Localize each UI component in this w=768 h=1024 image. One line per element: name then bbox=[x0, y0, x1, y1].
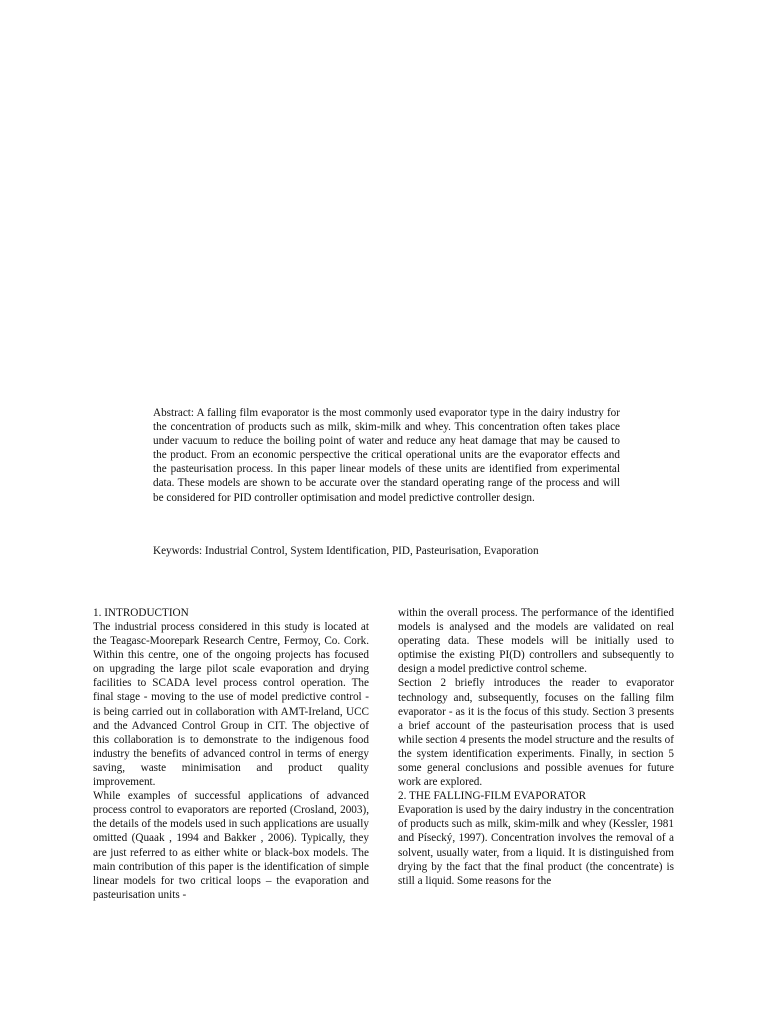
intro-paragraph-1: The industrial process considered in this study is located at the Teagasc-Moorepark Research Centre, Fermoy, Co. Cork. Within this centre, one of the ongoing projects has focused on upgrading the large pilot scale evaporation and drying facilities to SCADA level process control operation. The final stage - moving to the use of model predictive control - is being carried out in collaboration with AMT-Ireland, UCC and the Advanced Control Group in CIT. The objective of this collaboration is to demonstrate to the indigenous food industry the benefits of advanced control in terms of energy saving, waste minimisation and product quality improvement. bbox=[93, 621, 369, 789]
abstract: Abstract: A falling film evaporator is the most commonly used evaporator type in the dairy industry for the concentration of products such as milk, skim-milk and whey. This concentration often takes place under vacuum to reduce the boiling point of water and reduce any heat damage that may be caused to the product. From an economic perspective the critical operational units are the evaporator effects and the pasteurisation process. In this paper linear models of these units are identified from experimental data. These models are shown to be accurate over the standard operating range of the process and will be considered for PID controller optimisation and model predictive controller design. bbox=[153, 407, 620, 504]
intro-paragraph-2: While examples of successful applications of advanced process control to evaporators are reported (Crosland, 2003), the details of the models used in such applications are usually omitted (Quaak , 1994 and Bakker , 2006). Typically, they are just referred to as either white or black-box models. The main contribution of this paper is the identification of simple linear models for two critical loops – the evaporation and pasteurisation units - bbox=[93, 790, 369, 901]
right-paragraph-1: within the overall process. The performance of the identified models is analysed and the models are validated on real operating data. These models will be initially used to optimise the existing PI(D) controllers and subsequently to design a model predictive control scheme. bbox=[398, 607, 674, 676]
left-column bbox=[93, 606, 369, 902]
evaporator-paragraph-1: Evaporation is used by the dairy industry in the concentration of products such as milk, skim-milk and whey (Kessler, 1981 and Písecký, 1997). Concentration involves the removal of a solvent, usually water, from a liquid. It is distinguished from drying by the fact that the final product (the concentrate) is still a liquid. Some reasons for the bbox=[398, 804, 674, 887]
right-paragraph-2: Section 2 briefly introduces the reader to evaporator technology and, subsequently, focuses on the falling film evaporator - as it is the focus of this study. Section 3 presents a brief account of the pasteurisation process that is used while section 4 presents the model structure and the results of the system identification experiments. Finally, in section 5 some general conclusions and possible avenues for future work are explored. bbox=[398, 677, 674, 789]
right-column bbox=[398, 606, 674, 888]
keywords: Keywords: Industrial Control, System Identification, PID, Pasteurisation, Evaporation bbox=[153, 545, 539, 557]
section-heading-evaporator: 2. THE FALLING-FILM EVAPORATOR bbox=[398, 790, 587, 803]
section-heading-introduction: 1. INTRODUCTION bbox=[93, 607, 189, 619]
